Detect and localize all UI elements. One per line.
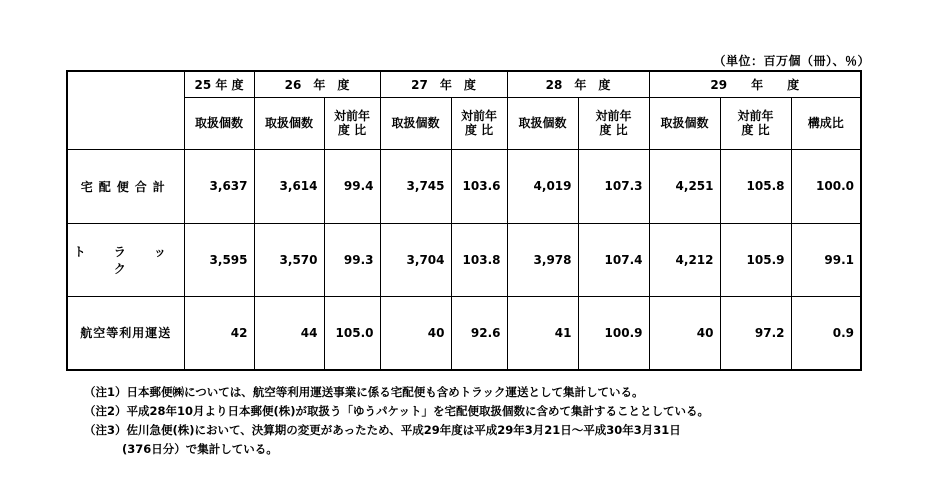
table-cell: 92.6 — [451, 296, 507, 370]
table-cell: 103.6 — [451, 149, 507, 223]
table-cell: 42 — [184, 296, 254, 370]
footnotes — [84, 383, 709, 459]
table-cell: 3,595 — [184, 223, 254, 296]
col-ratio-line1: 対前年 — [595, 109, 632, 123]
footnote-3: （注3）佐川急便(株)において、決算期の変更があったため、平成29年度は平成29年3月21日～平成30年3月31日 — [84, 423, 681, 437]
table-cell: 40 — [380, 296, 451, 370]
table-cell: 3,978 — [507, 223, 578, 296]
col-count: 取扱個数 — [380, 97, 451, 149]
table-row — [67, 296, 861, 370]
table-cell: 3,637 — [184, 149, 254, 223]
table-cell: 0.9 — [791, 296, 861, 370]
row-label: ト ラ ッ ク — [67, 223, 184, 296]
year-header-h25: 25 年 度 — [184, 71, 254, 97]
col-ratio — [324, 97, 380, 149]
year-header-h26: 26 年 度 — [254, 71, 380, 97]
col-count: 取扱個数 — [507, 97, 578, 149]
col-ratio — [578, 97, 649, 149]
table-cell: 3,570 — [254, 223, 324, 296]
col-ratio-line2: 度 比 — [599, 123, 628, 137]
table-cell: 4,019 — [507, 149, 578, 223]
table-cell: 3,614 — [254, 149, 324, 223]
col-count: 取扱個数 — [649, 97, 720, 149]
col-ratio-line1: 対前年 — [333, 109, 370, 123]
table-cell: 3,745 — [380, 149, 451, 223]
table-cell: 100.0 — [791, 149, 861, 223]
table-cell: 100.9 — [578, 296, 649, 370]
corner-cell — [67, 71, 184, 149]
row-label: 航空等利用運送 — [67, 296, 184, 370]
row-label: 宅配便合計 — [67, 149, 184, 223]
table-cell: 107.3 — [578, 149, 649, 223]
table-cell: 44 — [254, 296, 324, 370]
table-cell: 105.9 — [720, 223, 791, 296]
col-count: 取扱個数 — [254, 97, 324, 149]
table-cell: 107.4 — [578, 223, 649, 296]
table-cell: 105.8 — [720, 149, 791, 223]
year-header-row — [67, 71, 861, 97]
unit-note: （単位：百万個（冊）、％） — [713, 54, 870, 68]
table-cell: 97.2 — [720, 296, 791, 370]
table-cell: 41 — [507, 296, 578, 370]
year-header-h27: 27 年 度 — [380, 71, 507, 97]
table-row — [67, 223, 861, 296]
table-cell: 99.1 — [791, 223, 861, 296]
year-header-h29: 29 年 度 — [649, 71, 861, 97]
table-row — [67, 149, 861, 223]
table-cell: 105.0 — [324, 296, 380, 370]
table-cell: 40 — [649, 296, 720, 370]
table-cell: 99.4 — [324, 149, 380, 223]
year-header-h28: 28 年 度 — [507, 71, 649, 97]
col-ratio-line1: 対前年 — [737, 109, 774, 123]
table-cell: 4,251 — [649, 149, 720, 223]
parcel-statistics-table — [66, 70, 862, 371]
col-ratio-line2: 度 比 — [741, 123, 770, 137]
col-count: 取扱個数 — [184, 97, 254, 149]
col-ratio-line1: 対前年 — [460, 109, 497, 123]
col-ratio-line2: 度 比 — [464, 123, 494, 137]
footnote-2: （注2）平成28年10月より日本郵便(株)が取扱う「ゆうパケット」を宅配便取扱個数に含めて集計することとしている。 — [84, 404, 709, 418]
footnote-1: （注1）日本郵便㈱については、航空等利用運送事業に係る宅配便も含めトラック運送として集計している。 — [84, 385, 644, 399]
table-cell: 3,704 — [380, 223, 451, 296]
sub-header-row — [67, 97, 861, 149]
table-cell: 4,212 — [649, 223, 720, 296]
col-ratio — [720, 97, 791, 149]
footnote-3-continued: (376日分）で集計している。 — [122, 442, 278, 456]
table-cell: 99.3 — [324, 223, 380, 296]
col-ratio — [451, 97, 507, 149]
col-ratio-line2: 度 比 — [337, 123, 367, 137]
col-share: 構成比 — [791, 97, 861, 149]
table-cell: 103.8 — [451, 223, 507, 296]
